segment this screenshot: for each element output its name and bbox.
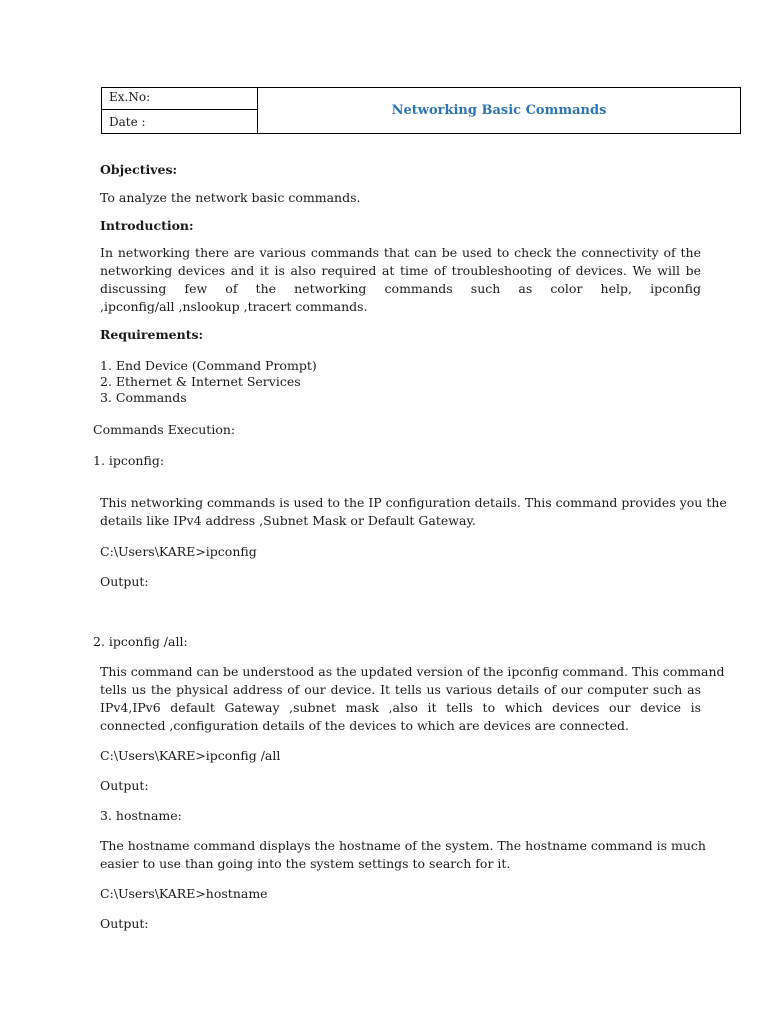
header-table xyxy=(101,87,741,134)
date-label: Date : xyxy=(109,115,146,129)
cmd2-desc-line: This command can be understood as the updated version of the ipconfig command. This command xyxy=(100,664,725,679)
cmd1-command: C:\Users\KARE>ipconfig xyxy=(100,544,257,559)
cmd1-desc-line: This networking commands is used to the IP configuration details. This command provides you the xyxy=(100,495,727,510)
cmd3-desc-line: The hostname command displays the hostname of the system. The hostname command is much xyxy=(100,838,706,853)
requirements-heading: Requirements: xyxy=(100,327,204,342)
exno-label: Ex.No: xyxy=(102,88,257,110)
page-title: Networking Basic Commands xyxy=(391,103,607,118)
objectives-heading: Objectives: xyxy=(100,162,178,177)
cmd1-title: 1. ipconfig: xyxy=(93,453,165,468)
introduction-paragraph xyxy=(100,244,701,316)
cmd2-title: 2. ipconfig /all: xyxy=(93,634,188,649)
introduction-line: networking devices and it is also required at time of troubleshooting of devices. We will be xyxy=(100,263,701,278)
cmd3-description xyxy=(100,837,706,873)
list-item: 3. Commands xyxy=(100,390,187,405)
cmd2-output-label: Output: xyxy=(100,778,149,793)
objectives-text: To analyze the network basic commands. xyxy=(100,190,361,205)
cmd1-description xyxy=(100,494,727,530)
cmd3-command: C:\Users\KARE>hostname xyxy=(100,886,268,901)
list-item: 1. End Device (Command Prompt) xyxy=(100,358,317,373)
commands-heading: Commands Execution: xyxy=(93,422,236,437)
header-left-column xyxy=(102,88,258,133)
list-item: 2. Ethernet & Internet Services xyxy=(100,374,301,389)
introduction-line: ,ipconfig/all ,nslookup ,tracert commands. xyxy=(100,299,368,314)
cmd1-output-label: Output: xyxy=(100,574,149,589)
cmd3-title: 3. hostname: xyxy=(100,808,182,823)
cmd2-desc-line: IPv4,IPv6 default Gateway ,subnet mask ,also it tells to which devices our device is xyxy=(100,700,701,715)
cmd2-desc-line: connected ,configuration details of the devices to which are devices are connected. xyxy=(100,718,629,733)
cmd3-output-label: Output: xyxy=(100,916,149,931)
cmd1-desc-line: details like IPv4 address ,Subnet Mask or Default Gateway. xyxy=(100,513,476,528)
introduction-line: discussing few of the networking commands such as color help, ipconfig xyxy=(100,281,701,296)
introduction-heading: Introduction: xyxy=(100,218,194,233)
introduction-line: In networking there are various commands that can be used to check the connectivity of the xyxy=(100,245,701,260)
cmd2-command: C:\Users\KARE>ipconfig /all xyxy=(100,748,281,763)
cmd3-desc-line: easier to use than going into the system settings to search for it. xyxy=(100,856,511,871)
cmd2-desc-line: tells us the physical address of our device. It tells us various details of our computer such as xyxy=(100,682,701,697)
requirements-list xyxy=(100,358,317,406)
cmd2-description xyxy=(100,663,725,735)
